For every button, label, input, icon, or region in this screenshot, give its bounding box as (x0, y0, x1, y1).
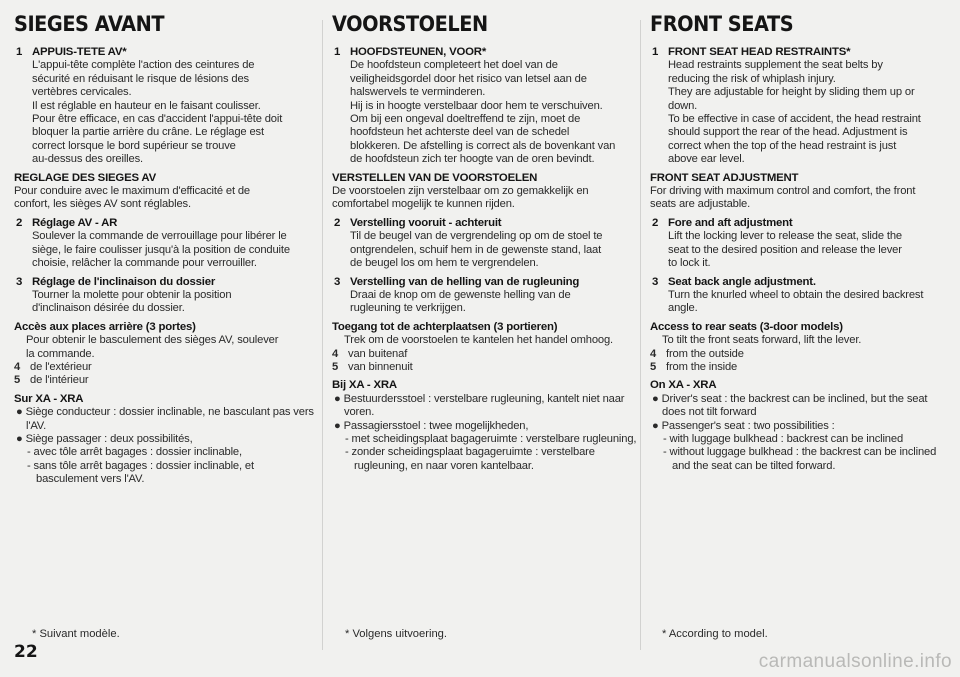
body-line: blokkeren. De afstelling is correct als de bovenkant van (350, 139, 616, 152)
subsection-body (14, 334, 314, 361)
body-line: above ear level. (668, 153, 745, 166)
dash-item: - met scheidingsplaat bagageruimte : verstelbare rugleuning, (345, 432, 637, 445)
section-number: 2 (334, 216, 341, 229)
body-line: correct lorsque le bord supérieur se trouve (32, 139, 236, 152)
list-item (332, 348, 638, 361)
body-line: siège, le faire coulisser jusqu'à la position de conduite (32, 243, 290, 256)
body-line: should support the rear of the head. Adjustment is (668, 126, 908, 139)
body-line: Om bij een ongeval doeltreffend te zijn, moet de (350, 113, 581, 126)
section-heading-text: FRONT SEAT HEAD RESTRAINTS* (668, 46, 851, 58)
body-line: To be effective in case of accident, the head restraint (668, 113, 921, 126)
numbered-section-s2 (332, 217, 638, 271)
section-number: 2 (16, 216, 23, 229)
xa-xra-section (332, 379, 638, 473)
section-heading (332, 276, 638, 289)
section-heading-text: Réglage AV - AR (32, 216, 118, 229)
subsection-body (14, 185, 314, 212)
section-heading-text: Fore and aft adjustment (668, 216, 793, 229)
subsection-heading: FRONT SEAT ADJUSTMENT (650, 171, 799, 184)
bullet-item: ● Passenger's seat : two possibilities : (652, 419, 835, 432)
numbered-section-s3 (332, 276, 638, 316)
column-dutch (332, 12, 638, 652)
section-body (650, 59, 950, 166)
section-number: 1 (16, 46, 23, 58)
item-number: 5 (332, 360, 339, 373)
body-line: d'inclinaison désirée du dossier. (32, 302, 185, 315)
body-line: comfortabel mogelijk te kunnen rijden. (332, 198, 515, 211)
bullet-item: ● Siège conducteur : dossier inclinable, ne basculant pas vers l'AV. (16, 406, 314, 432)
body-line: Pour obtenir le basculement des sièges AV, soulever (26, 334, 279, 347)
section-heading (14, 46, 314, 59)
section-heading (332, 46, 638, 59)
section-title: FRONT SEATS (650, 12, 794, 36)
body-line: correct when the top of the head restraint is just (668, 139, 897, 152)
numbered-section-s2 (14, 217, 314, 271)
item-text: van binnenuit (348, 360, 413, 373)
body-line: Turn the knurled wheel to obtain the desired backrest (668, 288, 924, 301)
column-divider (322, 20, 323, 650)
page-number: 22 (14, 642, 38, 662)
subsection-body (650, 334, 950, 347)
column-french (14, 12, 314, 652)
body-line: De hoofdsteun completeert het doel van de (350, 59, 558, 72)
section-number: 2 (652, 216, 659, 229)
section-heading-text: Seat back angle adjustment. (668, 275, 816, 288)
section-number: 3 (16, 275, 23, 288)
body-line: au-dessus des oreilles. (32, 153, 143, 166)
body-line: Head restraints supplement the seat belts by (668, 59, 883, 72)
body-line: confort, les sièges AV sont réglables. (14, 198, 191, 211)
body-line: To tilt the front seats forward, lift the lever. (662, 334, 862, 347)
section-body (332, 289, 638, 316)
section-number: 1 (334, 46, 341, 58)
section-heading (650, 46, 950, 59)
bullet-item: ● Driver's seat : the backrest can be inclined, but the seat does not tilt forward (652, 392, 928, 419)
section-heading (650, 217, 950, 230)
body-line: ontgrendelen, schuif hem in de gewenste stand, laat (350, 243, 602, 256)
body-line: de beugel los om hem te vergrendelen. (350, 257, 539, 270)
subsection-body (650, 185, 950, 212)
dash-item: - avec tôle arrêt bagages : dossier inclinable, (27, 446, 242, 459)
body-line: Pour être efficace, en cas d'accident l'appui-tête doit (32, 113, 283, 126)
section-heading (650, 276, 950, 289)
list-item (650, 361, 950, 374)
body-line: hoofdsteun het achterste deel van de schedel (350, 126, 570, 139)
item-number: 4 (14, 360, 21, 373)
body-line: bloquer la partie arrière du crâne. Le réglage est (32, 126, 264, 139)
section-body (14, 230, 314, 270)
dash-item: - without luggage bulkhead : the backrest can be inclined and the seat can be tilted forward. (663, 446, 937, 472)
body-line: halswervels te verminderen. (350, 86, 486, 99)
adjustment-intro (332, 172, 638, 212)
item-number: 4 (332, 347, 339, 360)
body-line: to lock it. (668, 257, 711, 270)
body-line: rugleuning te verkrijgen. (350, 302, 466, 315)
rear-access-section (332, 321, 638, 375)
item-number: 5 (650, 360, 657, 373)
body-line: choisie, relâcher la commande pour verrouiller. (32, 257, 257, 270)
section-body (14, 289, 314, 316)
subsection-heading: Bij XA - XRA (332, 379, 397, 392)
section-body (650, 230, 950, 270)
numbered-section-s3 (650, 276, 950, 316)
section-body (650, 289, 950, 316)
body-line: L'appui-tête complète l'action des ceintures de (32, 59, 255, 72)
body-line: Soulever la commande de verrouillage pour libérer le (32, 230, 287, 243)
footnote-en: * According to model. (662, 628, 768, 640)
body-line: Tourner la molette pour obtenir la position (32, 288, 232, 301)
body-line: down. (668, 99, 698, 112)
list-item (14, 361, 314, 374)
section-heading (14, 217, 314, 230)
section-body (332, 59, 638, 166)
numbered-section-s1 (650, 46, 950, 167)
body-line: angle. (668, 302, 698, 315)
footnote-fr: * Suivant modèle. (32, 628, 120, 640)
section-heading (332, 217, 638, 230)
column-english (650, 12, 950, 652)
body-line: sécurité en réduisant le risque de lésions des (32, 72, 249, 85)
body-line: They are adjustable for height by sliding them up or (668, 86, 915, 99)
body-line: Il est réglable en hauteur en le faisant coulisser. (32, 99, 261, 112)
subsection-heading: REGLAGE DES SIEGES AV (14, 171, 157, 184)
body-line: de hoofdsteun zich ter hoogte van de oren bevindt. (350, 153, 595, 166)
section-title: SIEGES AVANT (14, 12, 165, 36)
numbered-section-s3 (14, 276, 314, 316)
bullet-item: ● Bestuurdersstoel : verstelbare rugleuning, kantelt niet naar voren. (334, 392, 625, 419)
section-body (14, 59, 314, 166)
section-title: VOORSTOELEN (332, 12, 488, 36)
body-line: Trek om de voorstoelen te kantelen het handel omhoog. (344, 334, 614, 347)
bullet-item: ● Passagiersstoel : twee mogelijkheden, (334, 419, 529, 432)
item-text: van buitenaf (348, 347, 408, 360)
footnote-nl: * Volgens uitvoering. (345, 628, 447, 640)
dash-item: - sans tôle arrêt bagages : dossier inclinable, et basculement vers l'AV. (27, 459, 254, 486)
body-line: Til de beugel van de vergrendeling op om de stoel te (350, 230, 603, 243)
body-line: Lift the locking lever to release the seat, slide the (668, 230, 902, 243)
subsection-heading: Sur XA - XRA (14, 392, 84, 405)
numbered-section-s1 (332, 46, 638, 167)
body-line: For driving with maximum control and comfort, the front (650, 185, 916, 198)
numbered-section-s1 (14, 46, 314, 167)
body-line: Draai de knop om de gewenste helling van de (350, 288, 571, 301)
xa-xra-section (650, 379, 950, 473)
list-item (14, 374, 314, 387)
body-line: veiligheidsgordel door het risico van letsel aan de (350, 72, 587, 85)
rear-access-section (14, 321, 314, 388)
watermark: carmanualsonline.info (758, 651, 952, 672)
body-line: la commande. (26, 347, 95, 360)
subsection-heading: Access to rear seats (3-door models) (650, 320, 843, 333)
body-line: seat to the desired position and release the lever (668, 243, 902, 256)
bullet-item: ● Siège passager : deux possibilités, (16, 432, 193, 445)
subsection-body (332, 334, 638, 347)
item-text: de l'intérieur (30, 374, 89, 387)
adjustment-intro (14, 172, 314, 212)
subsection-heading: Accès aux places arrière (3 portes) (14, 320, 196, 333)
subsection-heading: Toegang tot de achterplaatsen (3 portieren) (332, 320, 558, 333)
item-number: 5 (14, 374, 21, 387)
dash-item: - zonder scheidingsplaat bagageruimte : verstelbare rugleuning, en naar voren kantelbaar. (345, 446, 595, 472)
section-heading-text: HOOFDSTEUNEN, VOOR* (350, 46, 487, 58)
section-number: 3 (334, 275, 341, 288)
section-number: 3 (652, 275, 659, 288)
item-text: from the inside (666, 360, 738, 373)
item-text: from the outside (666, 347, 744, 360)
section-number: 1 (652, 46, 659, 58)
dash-item: - with luggage bulkhead : backrest can be inclined (663, 432, 904, 445)
subsection-heading: VERSTELLEN VAN DE VOORSTOELEN (332, 171, 538, 184)
body-line: seats are adjustable. (650, 198, 751, 211)
section-heading-text: Verstelling vooruit - achteruit (350, 216, 502, 229)
rear-access-section (650, 321, 950, 375)
list-item (332, 361, 638, 374)
section-heading-text: Verstelling van de helling van de rugleuning (350, 275, 580, 288)
adjustment-intro (650, 172, 950, 212)
column-divider (640, 20, 641, 650)
subsection-heading: On XA - XRA (650, 379, 717, 392)
xa-xra-section (14, 393, 314, 487)
body-line: Hij is in hoogte verstelbaar door hem te verschuiven. (350, 99, 603, 112)
item-number: 4 (650, 347, 657, 360)
list-item (650, 348, 950, 361)
subsection-body (332, 185, 638, 212)
numbered-section-s2 (650, 217, 950, 271)
body-line: De voorstoelen zijn verstelbaar om zo gemakkelijk en (332, 185, 589, 198)
section-heading-text: APPUIS-TETE AV* (32, 46, 127, 58)
body-line: vertèbres cervicales. (32, 86, 132, 99)
body-line: reducing the risk of whiplash injury. (668, 72, 836, 85)
body-line: Pour conduire avec le maximum d'efficacité et de (14, 185, 251, 198)
section-heading-text: Réglage de l'inclinaison du dossier (32, 275, 216, 288)
item-text: de l'extérieur (30, 360, 92, 373)
section-heading (14, 276, 314, 289)
section-body (332, 230, 638, 270)
